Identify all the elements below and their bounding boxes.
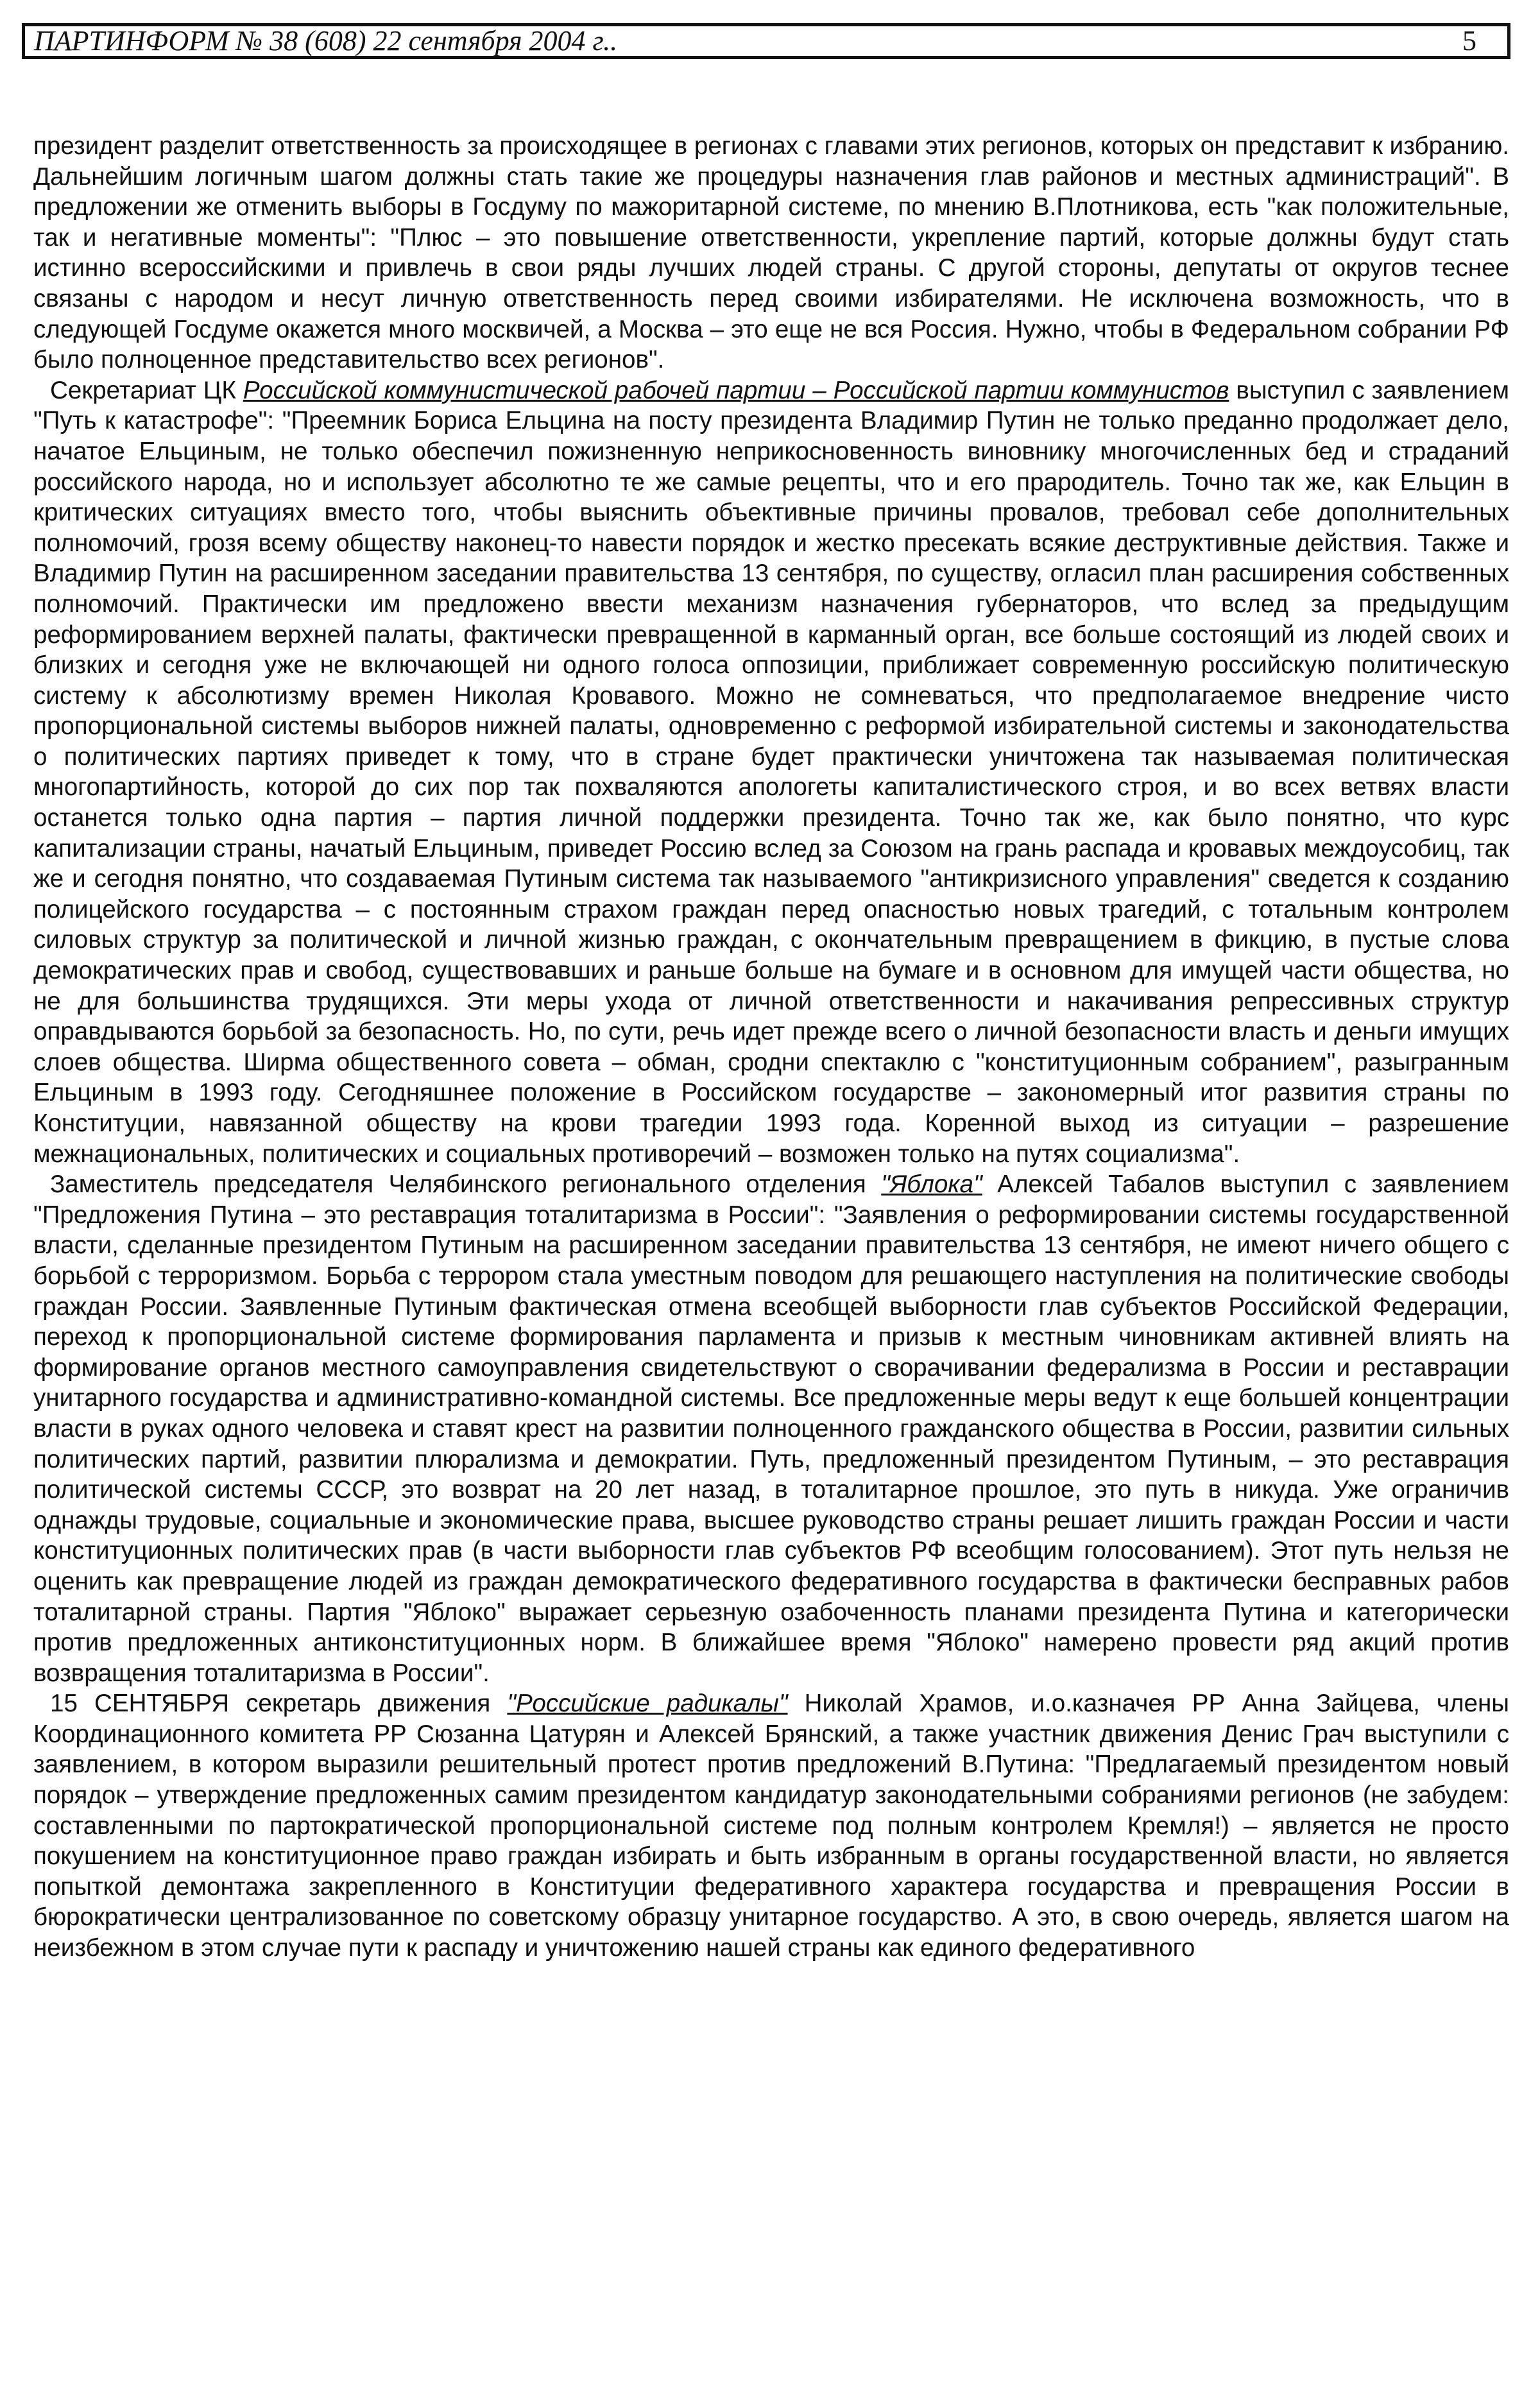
page-number: 5 — [1462, 25, 1476, 56]
paragraph-lead: 15 СЕНТЯБРЯ секретарь движения — [50, 1690, 508, 1718]
paragraph-text: выступил с заявлением "Путь к катастрофе": "Преемник Бориса Ельцина на посту президента Владимир Путин не только преданно продолжает дело, начатое Ельциным, не только обеспечил пожизненную неприкосновенность виновнику многочисленных бед и страданий российского народа, но и использует абсолютно те же самые рецепты, что и его прародитель. Точно так же, как Ельцин в критических ситуациях вместо того, чтобы выяснить объективные причины провалов, требовал себе дополнительных полномочий, грозя всему обществу наконец-то навести порядок и жестко пресекать всякие деструктивные действия. Также и Владимир Путин на расширенном заседании правительства 13 сентября, по существу, огласил план расширения собственных полномочий. Практически им предложено ввести механизм назначения губернаторов, что вслед за предыдущим реформированием верхней палаты, фактически превращенной в карманный орган, все больше состоящий из людей своих и близких и сегодня уже не включающей ни одного голоса оппозиции, приближает современную российскую политическую систему к абсолютизму времен Николая Кровавого. Можно не сомневаться, что предполагаемое внедрение чисто пропорциональной системы выборов нижней палаты, одновременно с реформой избирательной системы и законодательства о политических партиях приведет к тому, что в стране будет практически уничтожена так называемая политическая многопартийность, которой до сих пор так похваляются апологеты капиталистического строя, и во всех ветвях власти останется только одна партия – партия личной поддержки президента. Точно так же, как было понятно, что курс капитализации страны, начатый Ельциным, приведет Россию вслед за Союзом на грань распада и кровавых междоусобиц, так же и сегодня понятно, что создаваемая Путиным система так называемого "антикризисного управления" сведется к созданию полицейского государства – с постоянным страхом граждан перед опасностью новых трагедий, с тотальным контролем силовых структур за политической и личной жизнью граждан, с окончательным превращением в фикцию, в пустые слова демократических прав и свобод, существовавших и раньше больше на бумаге и в основном для имущей части общества, но не для большинства трудящихся. Эти меры ухода от личной ответственности и накачивания репрессивных структур оправдываются борьбой за безопасность. Но, по сути, речь идет прежде всего о личной безопасности власть и деньги имущих слоев общества. Ширма общественного совета – обман, сродни спектаклю с "конституционным собранием", разыгранным Ельциным в 1993 году. Сегодняшнее положение в Российском государстве – закономерный итог развития страны по Конституции, навязанной обществу на крови трагедии 1993 года. Коренной выход из ситуации – разрешение межнациональных, политических и социальных противоречий – возможен только на путях социализма". — [33, 376, 1509, 1168]
paragraph-text: Алексей Табалов выступил с заявлением "Предложения Путина – это реставрация тоталитаризма в России": "Заявления о реформировании системы государственной власти, сделанные президентом Путиным на расширенном заседании правительства 13 сентября, не имеют ничего общего с борьбой с терроризмом. Борьба с террором стала уместным поводом для решающего наступления на политические свободы граждан России. Заявленные Путиным фактическая отмена всеобщей выборности глав субъектов Российской Федерации, переход к пропорциональной системе формирования парламента и призыв к местным чиновникам активней влиять на формирование органов местного самоуправления свидетельствуют о сворачивании федерализма в России и реставрации унитарного государства и административно-командной системы. Все предложенные меры ведут к еще большей концентрации власти в руках одного человека и ставят крест на развитии полноценного гражданского общества в России, развитии сильных политических партий, развитии плюрализма и демократии. Путь, предложенный президентом Путиным, – это реставрация политической системы СССР, это возврат на 20 лет назад, в тоталитарное прошлое, это путь в никуда. Уже ограничив однажды трудовые, социальные и экономические права, высшее руководство страны решает лишить граждан России и части конституционных политических прав (в части выборности глав субъектов РФ всеобщим голосованием). Этот путь нельзя не оценить как превращение людей из граждан демократического федеративного государства в фактически бесправных рабов тоталитарной страны. Партия "Яблоко" выражает серьезную озабоченность планами президента Путина и категорически против предложенных антиконституционных норм. В ближайшее время "Яблоко" намерено провести ряд акций против возвращения тоталитаризма в России". — [33, 1170, 1510, 1687]
paragraph-lead: Секретариат ЦК — [50, 376, 243, 404]
paragraph-text: президент разделит ответственность за происходящее в регионах с главами этих регионов, которых он представит к избранию. Дальнейшим логичным шагом должны стать такие же процедуры назначения глав районов и местных администраций". В предложении же отменить выборы в Госдуму по мажоритарной системе, по мнению В.Плотникова, есть "как положительные, так и негативные моменты": "Плюс – это повышение ответственности, укрепление партий, которые должны будут стать истинно всероссийскими и привлечь в свои ряды лучших людей страны. С другой стороны, депутаты от округов теснее связаны с народом и несут личную ответственность перед своими избирателями. Не исключена возможность, что в следующей Госдуме окажется много москвичей, а Москва – это еще не вся Россия. Нужно, чтобы в Федеральном собрании РФ было полноценное представительство всех регионов". — [33, 132, 1509, 374]
paragraph-lead: Заместитель председателя Челябинского регионального отделения — [50, 1170, 882, 1199]
page-header — [22, 23, 1510, 59]
paragraph-text: Николай Храмов, и.о.казначея РР Анна Зайцева, члены Координационного комитета РР Сюзанна Цатурян и Алексей Брянский, а также участник движения Денис Грач выступили с заявлением, в котором выразили решительный протест против предложений В.Путина: "Предлагаемый президентом новый порядок – утверждение предложенных самим президентом кандидатур законодательными собраниями регионов (не забудем: составленными по партократической пропорциональной системе под полным контролем Кремля!) – является не просто покушением на конституционное право граждан избирать и быть избранным в органы государственной власти, но является попыткой демонтажа закрепленного в Конституции федеративного характера государства и превращения России в бюрократически централизованное по советскому образцу унитарное государство. А это, в свою очередь, является шагом на неизбежном в этом случае пути к распаду и уничтожению нашей страны как единого федеративного — [33, 1690, 1510, 1962]
radicals-link[interactable]: "Российские радикалы" — [507, 1690, 788, 1718]
header-title: ПАРТИНФОРМ № 38 (608) 22 сентября 2004 г.. — [34, 25, 618, 56]
paragraph-rkrp — [33, 375, 1509, 1169]
rkrp-link[interactable]: Российской коммунистической рабочей партии – Российской партии коммунистов — [243, 376, 1229, 404]
paragraph-radicals — [33, 1688, 1509, 1963]
yabloko-link[interactable]: "Яблока" — [881, 1170, 982, 1199]
paragraph-yabloko — [33, 1169, 1509, 1688]
article-body — [33, 131, 1509, 1964]
paragraph-plotnikov — [33, 131, 1509, 375]
